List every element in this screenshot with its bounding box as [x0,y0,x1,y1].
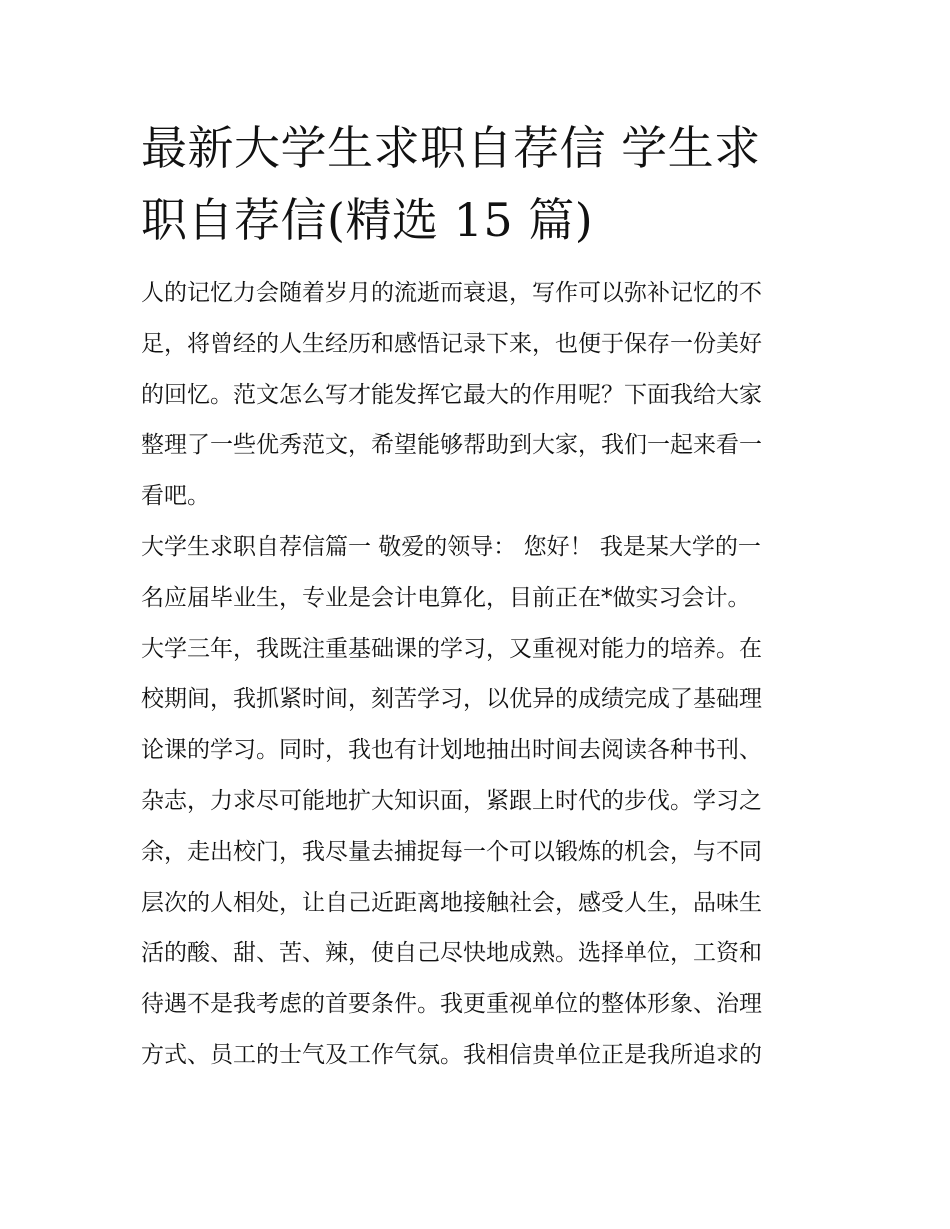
text-line: 校期间，我抓紧时间，刻苦学习，以优异的成绩完成了基础理 [141,686,762,713]
intro-paragraph [141,268,813,522]
text-line: 人的记忆力会随着岁月的流逝而衰退，写作可以弥补记忆的不 [141,280,762,306]
text-line: 大学三年，我既注重基础课的学习，又重视对能力的培养。在 [141,635,762,662]
text-line: 的回忆。范文怎么写才能发挥它最大的作用呢？下面我给大家 [141,381,762,408]
text-line: 名应届毕业生，专业是会计电算化，目前正在*做实习会计。 [141,584,751,611]
text-line: 方式、员工的士气及工作气氛。我相信贵单位正是我所追求的 [141,1041,762,1068]
text-line: 待遇不是我考虑的首要条件。我更重视单位的整体形象、治理 [141,991,762,1018]
text-line: 足，将曾经的人生经历和感悟记录下来，也便于保存一份美好 [141,330,762,357]
document-content [141,112,813,1081]
text-line: 层次的人相处，让自己近距离地接触社会，感受人生，品味生 [141,889,762,916]
text-line: 活的酸、甜、苦、辣，使自己尽快地成熟。选择单位，工资和 [141,940,762,967]
document-body [141,268,813,1081]
text-line: 余，走出校门，我尽量去捕捉每一个可以锻炼的机会，与不同 [141,838,762,865]
title-line: 最新大学生求职自荐信 学生求 [141,121,761,175]
text-line: 论课的学习。同时，我也有计划地抽出时间去阅读各种书刊、 [141,737,762,764]
title-line: 职自荐信(精选 15 篇) [141,193,594,247]
text-line: 整理了一些优秀范文，希望能够帮助到大家，我们一起来看一 [141,432,762,459]
text-line: 杂志，力求尽可能地扩大知识面，紧跟上时代的步伐。学习之 [141,787,762,814]
text-line: 大学生求职自荐信篇一 敬爱的领导： 您好！ 我是某大学的一 [141,533,761,560]
text-line: 看吧。 [141,483,210,510]
document-title [141,112,813,256]
letter-paragraph [141,522,813,1081]
